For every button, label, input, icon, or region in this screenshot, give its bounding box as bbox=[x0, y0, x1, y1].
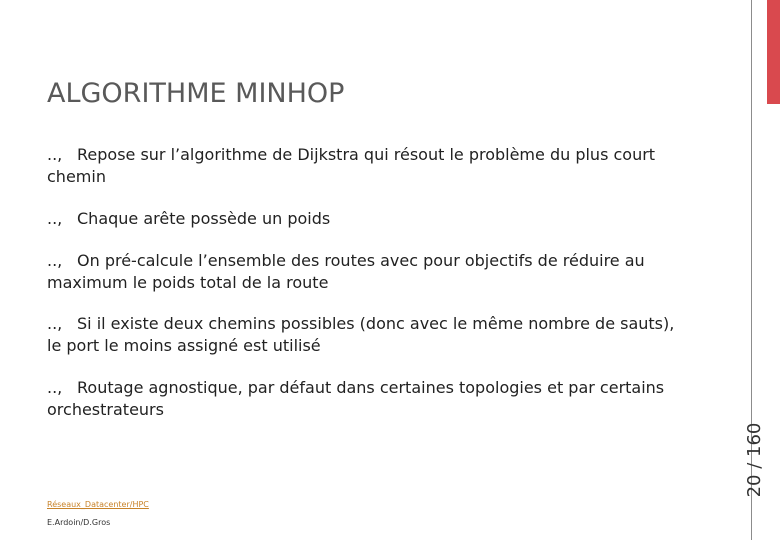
bullet-text: Si il existe deux chemins possibles (donc avec le même nombre de sauts), le port le moins assigné est utilisé bbox=[47, 314, 675, 355]
bullet-marker: .., bbox=[47, 145, 63, 164]
bullet-marker: .., bbox=[47, 378, 63, 397]
bullet-list bbox=[47, 144, 687, 441]
bullet-item bbox=[47, 208, 687, 230]
bullet-item bbox=[47, 313, 687, 357]
bullet-marker: .., bbox=[47, 209, 63, 228]
bullet-item bbox=[47, 144, 687, 188]
bullet-marker: .., bbox=[47, 251, 63, 270]
bullet-text: Repose sur l’algorithme de Dijkstra qui résout le problème du plus court chemin bbox=[47, 145, 656, 186]
footer-link[interactable]: Réseaux_Datacenter/HPC bbox=[47, 500, 149, 509]
bullet-text: Chaque arête possède un poids bbox=[77, 209, 331, 228]
slide-title: ALGORITHME MINHOP bbox=[47, 78, 345, 109]
bullet-text: On pré-calcule l’ensemble des routes avec pour objectifs de réduire au maximum le poids total de la route bbox=[47, 251, 645, 292]
bullet-item bbox=[47, 377, 687, 421]
footer-author: E.Ardoin/D.Gros bbox=[47, 518, 111, 527]
bullet-item bbox=[47, 250, 687, 294]
slide-number: 20 / 160 bbox=[744, 422, 765, 498]
bullet-marker: .., bbox=[47, 314, 63, 333]
bullet-text: Routage agnostique, par défaut dans certaines topologies et par certains orchestrateurs bbox=[47, 378, 665, 419]
accent-band bbox=[767, 0, 780, 104]
